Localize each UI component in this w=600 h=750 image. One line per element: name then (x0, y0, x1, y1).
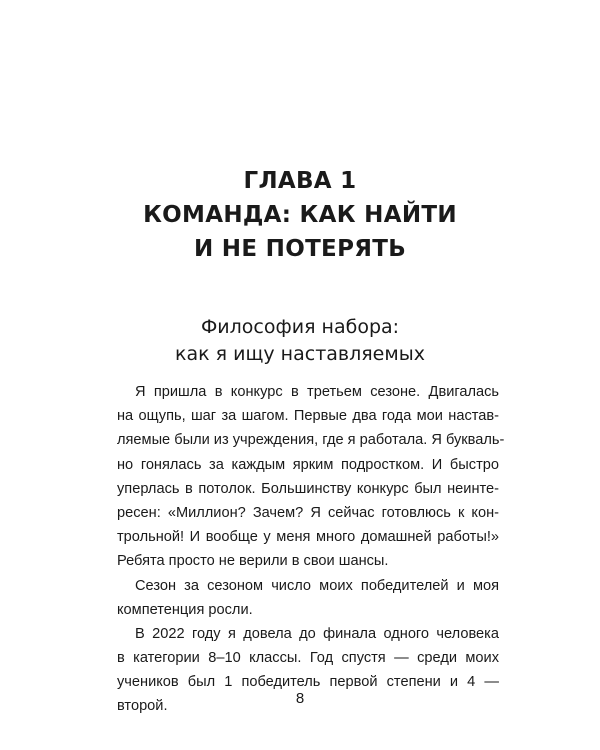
text-line: ляемые были из учреждения, где я работала. Я букваль- (117, 432, 505, 449)
section-title-line-2: как я ищу наставляемых (175, 343, 425, 365)
text-line: на ощупь, шаг за шагом. Первые два года мои настав- (117, 408, 499, 425)
chapter-title-line-2: И НЕ ПОТЕРЯТЬ (193, 236, 407, 262)
section-title-line-1: Философия набора: (200, 316, 400, 338)
page-number: 8 (295, 690, 305, 707)
section-heading (0, 314, 600, 368)
text-line: второй. (117, 698, 168, 715)
text-line: в категории 8–10 классы. Год спустя — среди моих (117, 650, 499, 667)
text-line: ресен: «Миллион? Зачем? Я сейчас готовлюсь к кон- (117, 504, 499, 521)
text-line: трольной! И вообще у меня много домашней работы!» (117, 529, 499, 546)
text-line: Я пришла в конкурс в третьем сезоне. Двигалась (135, 384, 499, 400)
text-line: компетенция росли. (117, 601, 253, 618)
text-line: Сезон за сезоном число моих победителей и моя (135, 577, 499, 594)
body-text (117, 380, 505, 719)
text-line: но гонялась за каждым ярким подростком. И быстро (117, 456, 499, 473)
text-line: В 2022 году я довела до финала одного человека (135, 625, 499, 642)
text-line: уперлась в потолок. Большинству конкурс был неинте- (117, 480, 499, 497)
text-line: Ребята просто не верили в свои шансы. (117, 553, 389, 570)
chapter-heading (0, 164, 600, 266)
text-line: учеников был 1 победитель первой степени и 4 — (117, 674, 499, 691)
chapter-number: ГЛАВА 1 (243, 168, 357, 194)
chapter-title-line-1: КОМАНДА: КАК НАЙТИ (143, 202, 457, 228)
